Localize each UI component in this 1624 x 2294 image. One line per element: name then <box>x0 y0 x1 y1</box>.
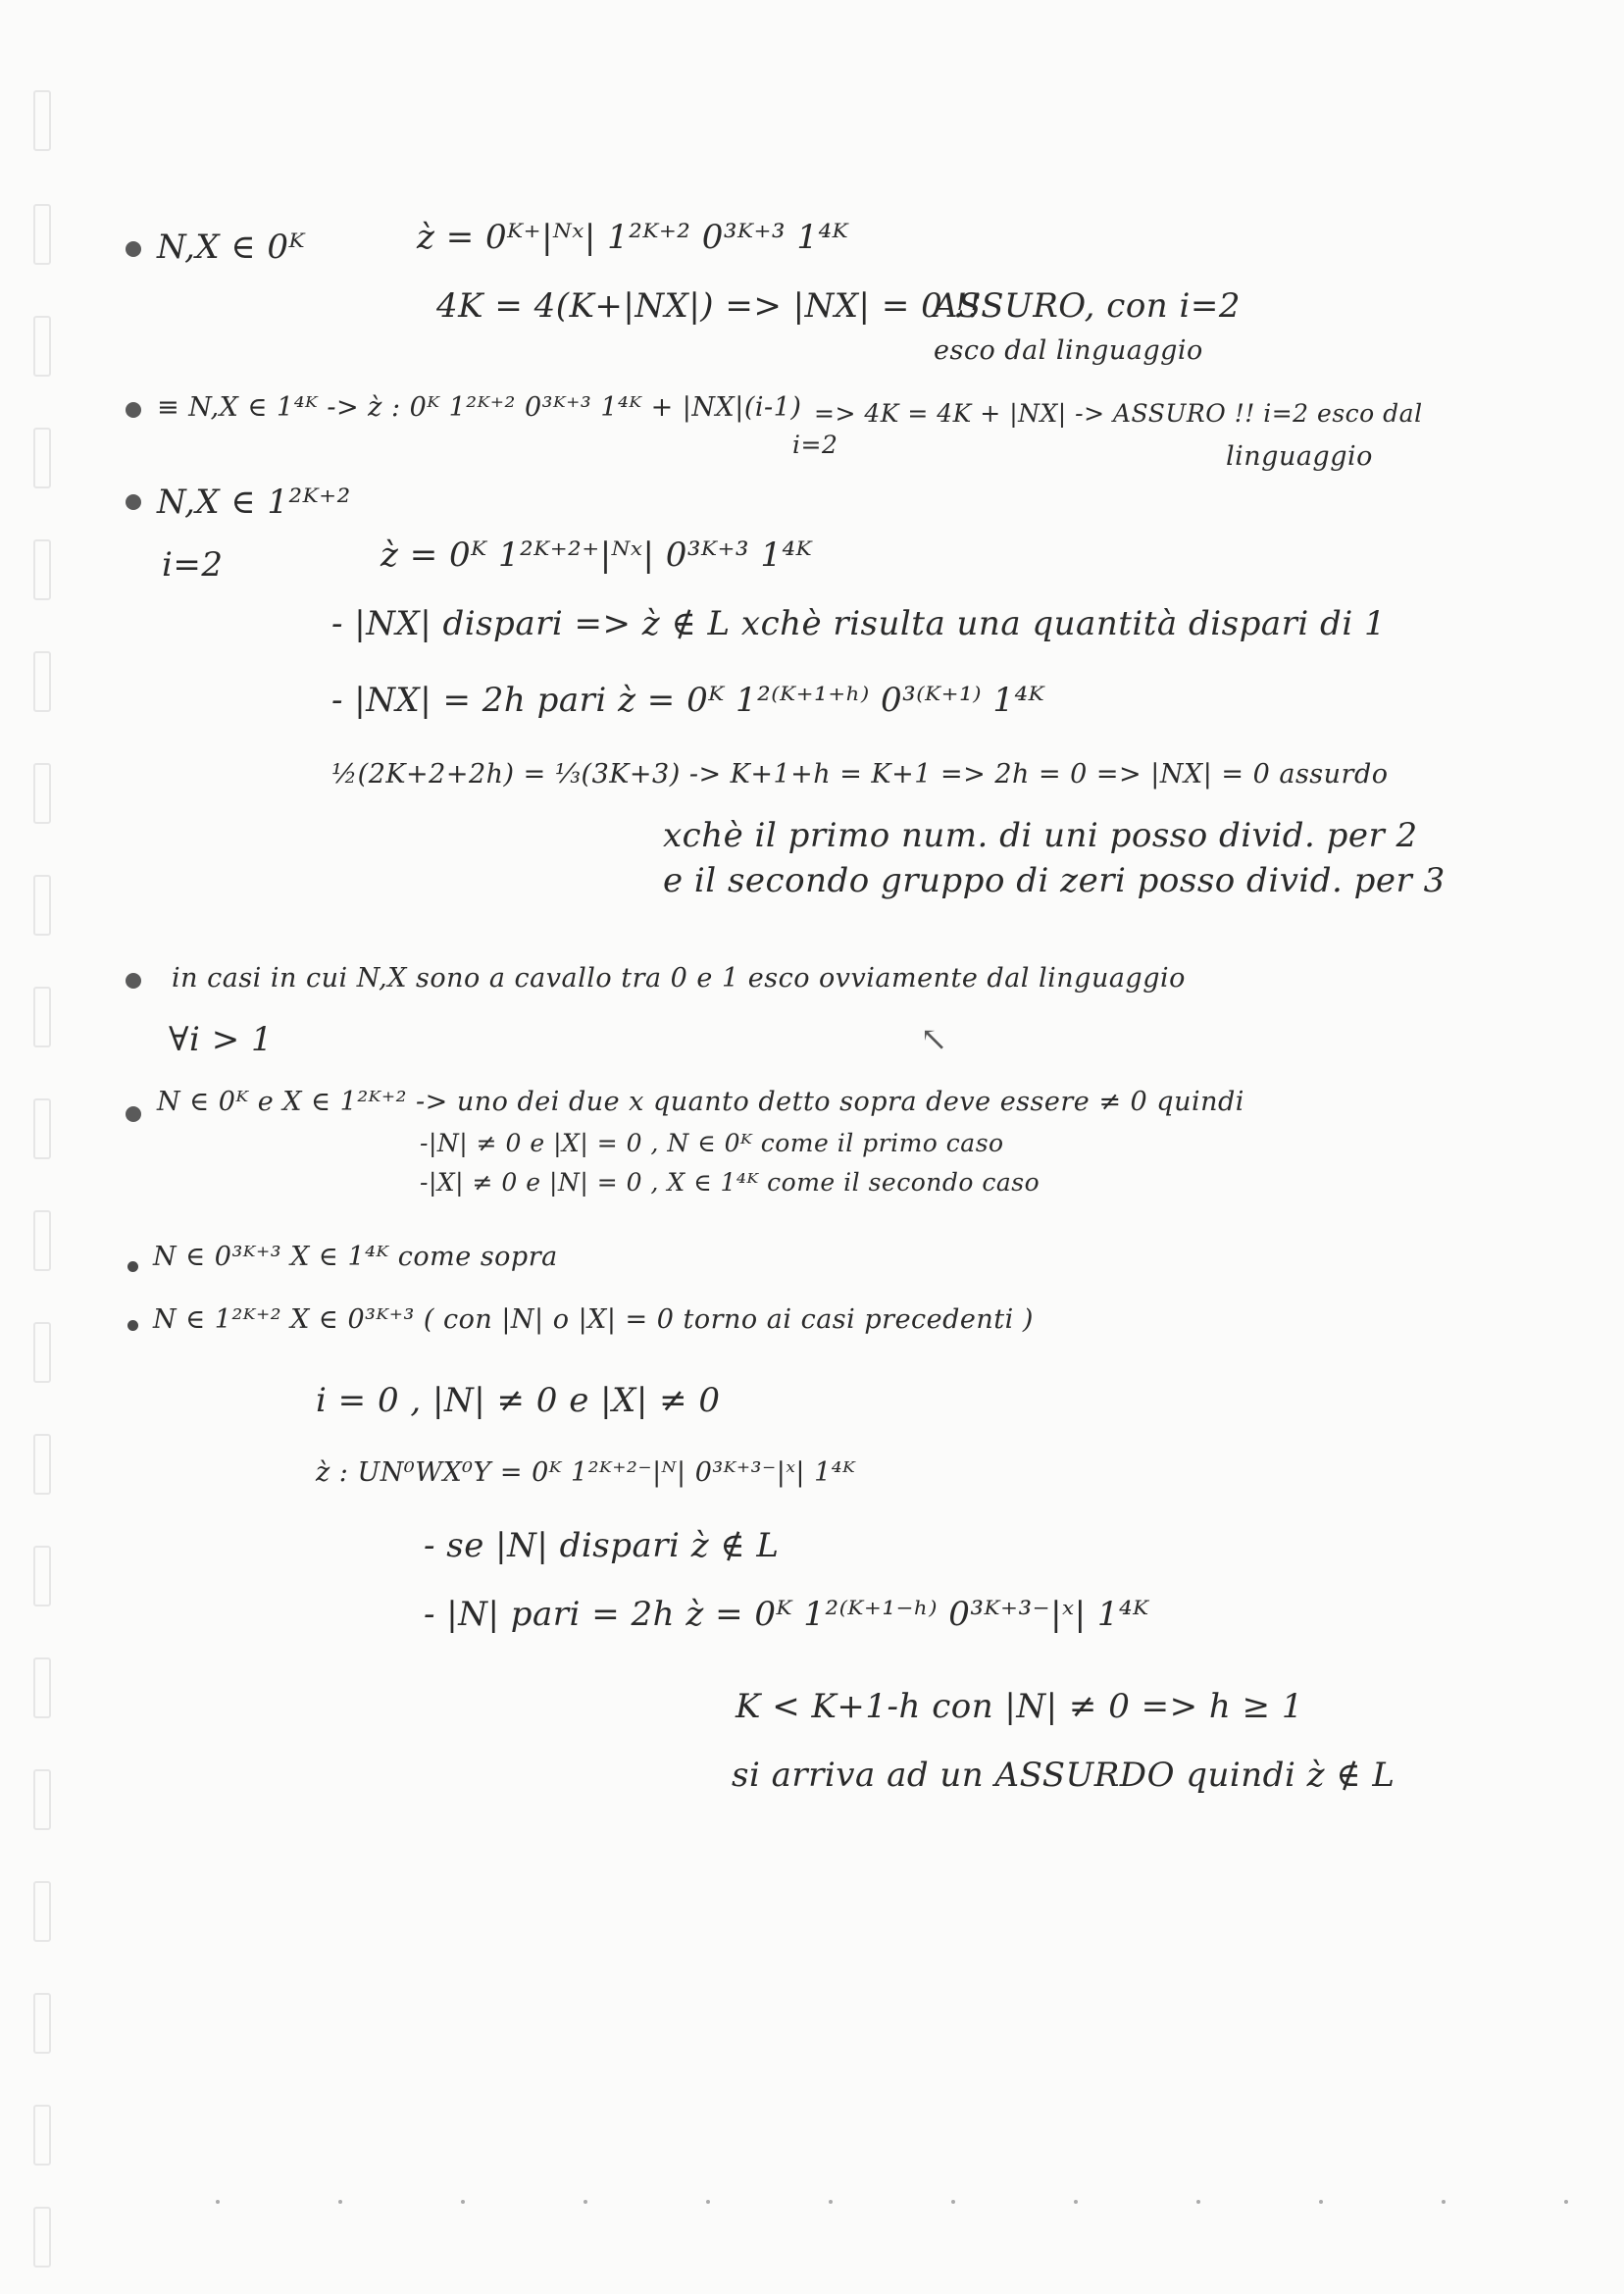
bullet-icon <box>127 1261 138 1272</box>
case-2-note: linguaggio <box>1226 441 1373 472</box>
case-7-conditions: i = 0 , |N| ≠ 0 e |X| ≠ 0 <box>316 1381 721 1420</box>
margin-mark <box>33 1434 51 1495</box>
up-arrow-icon: ↖ <box>920 1020 948 1059</box>
margin-mark <box>33 651 51 712</box>
case-7-even: - |N| pari = 2h z̀ = 0ᴷ 1²⁽ᴷ⁺¹⁻ʰ⁾ 0³ᴷ⁺³⁻|ˣ| 1⁴ᴷ <box>424 1595 1149 1634</box>
case-7-heading: N ∈ 1²ᴷ⁺² X ∈ 0³ᴷ⁺³ ( con |N| o |X| = 0 torno ai casi precedenti ) <box>153 1304 1034 1335</box>
case-2-i-value: i=2 <box>792 431 838 459</box>
bullet-icon <box>127 1320 138 1331</box>
case-3-heading: N,X ∈ 1²ᴷ⁺² <box>157 483 351 522</box>
margin-mark <box>33 316 51 377</box>
margin-mark <box>33 987 51 1047</box>
case-7-string: z̀ : UN⁰WX⁰Y = 0ᴷ 1²ᴷ⁺²⁻|ᴺ| 0³ᴷ⁺³⁻|ˣ| 1⁴ᴷ <box>316 1457 856 1488</box>
case-3-odd: - |NX| dispari => z̀ ∉ L xchè risulta una quantità dispari di 1 <box>331 604 1387 643</box>
margin-mark <box>33 1098 51 1159</box>
case-1-equation: 4K = 4(K+|NX|) => |NX| = 0 !! <box>436 286 982 326</box>
case-4-text: in casi in cui N,X sono a cavallo tra 0 e 1 esco ovviamente dal linguaggio <box>172 963 1186 994</box>
margin-mark <box>33 1546 51 1606</box>
case-3-i-value: i=2 <box>162 545 224 585</box>
margin-mark <box>33 1993 51 2054</box>
margin-mark <box>33 204 51 265</box>
case-5-sub-1: -|N| ≠ 0 e |X| = 0 , N ∈ 0ᴷ come il primo caso <box>420 1129 1004 1157</box>
case-7-inequality: K < K+1-h con |N| ≠ 0 => h ≥ 1 <box>736 1687 1304 1726</box>
margin-mark <box>33 2207 51 2268</box>
margin-mark <box>33 539 51 600</box>
margin-mark <box>33 1657 51 1718</box>
case-5-heading: N ∈ 0ᴷ e X ∈ 1²ᴷ⁺² -> uno dei due x quanto detto sopra deve essere ≠ 0 quindi <box>157 1087 1244 1117</box>
margin-mark <box>33 1769 51 1830</box>
margin-mark <box>33 1881 51 1942</box>
margin-mark <box>33 2105 51 2166</box>
case-3-reason-1: xchè il primo num. di uni posso divid. per 2 <box>663 816 1418 855</box>
margin-mark <box>33 90 51 151</box>
bullet-icon <box>126 241 141 257</box>
case-3-even: - |NX| = 2h pari z̀ = 0ᴷ 1²⁽ᴷ⁺¹⁺ʰ⁾ 0³⁽ᴷ⁺¹⁾ 1⁴ᴷ <box>331 681 1045 720</box>
margin-mark <box>33 428 51 488</box>
bullet-icon <box>126 1106 141 1122</box>
case-2-equation: => 4K = 4K + |NX| -> ASSURO !! i=2 esco dal <box>814 399 1423 428</box>
case-3-string: z̀ = 0ᴷ 1²ᴷ⁺²⁺|ᴺˣ| 0³ᴷ⁺³ 1⁴ᴷ <box>381 535 813 575</box>
case-1-conclusion: ASSURO, con i=2 <box>934 286 1242 326</box>
case-7-odd: - se |N| dispari z̀ ∉ L <box>424 1526 780 1565</box>
bullet-icon <box>126 402 141 418</box>
case-6-heading: N ∈ 0³ᴷ⁺³ X ∈ 1⁴ᴷ come sopra <box>153 1242 558 1272</box>
case-1-heading: N,X ∈ 0ᴷ <box>157 228 305 267</box>
case-2-string: ≡ N,X ∈ 1⁴ᴷ -> z̀ : 0ᴷ 1²ᴷ⁺² 0³ᴷ⁺³ 1⁴ᴷ + |NX|(i-1) <box>157 392 802 423</box>
case-7-conclusion: si arriva ad un ASSURDO quindi z̀ ∉ L <box>732 1756 1396 1795</box>
bullet-icon <box>126 494 141 510</box>
case-1-string: z̀ = 0ᴷ⁺|ᴺˣ| 1²ᴷ⁺² 0³ᴷ⁺³ 1⁴ᴷ <box>417 218 849 257</box>
bullet-icon <box>126 973 141 989</box>
margin-mark <box>33 763 51 824</box>
case-4-forall: ∀i > 1 <box>169 1020 274 1059</box>
case-1-note: esco dal linguaggio <box>934 335 1203 366</box>
case-3-reason-2: e il secondo gruppo di zeri posso divid. per 3 <box>663 861 1446 900</box>
margin-mark <box>33 1322 51 1383</box>
case-3-derivation: ½(2K+2+2h) = ⅓(3K+3) -> K+1+h = K+1 => 2h = 0 => |NX| = 0 assurdo <box>331 759 1389 790</box>
margin-mark <box>33 875 51 936</box>
case-5-sub-2: -|X| ≠ 0 e |N| = 0 , X ∈ 1⁴ᴷ come il secondo caso <box>420 1168 1040 1197</box>
margin-mark <box>33 1210 51 1271</box>
